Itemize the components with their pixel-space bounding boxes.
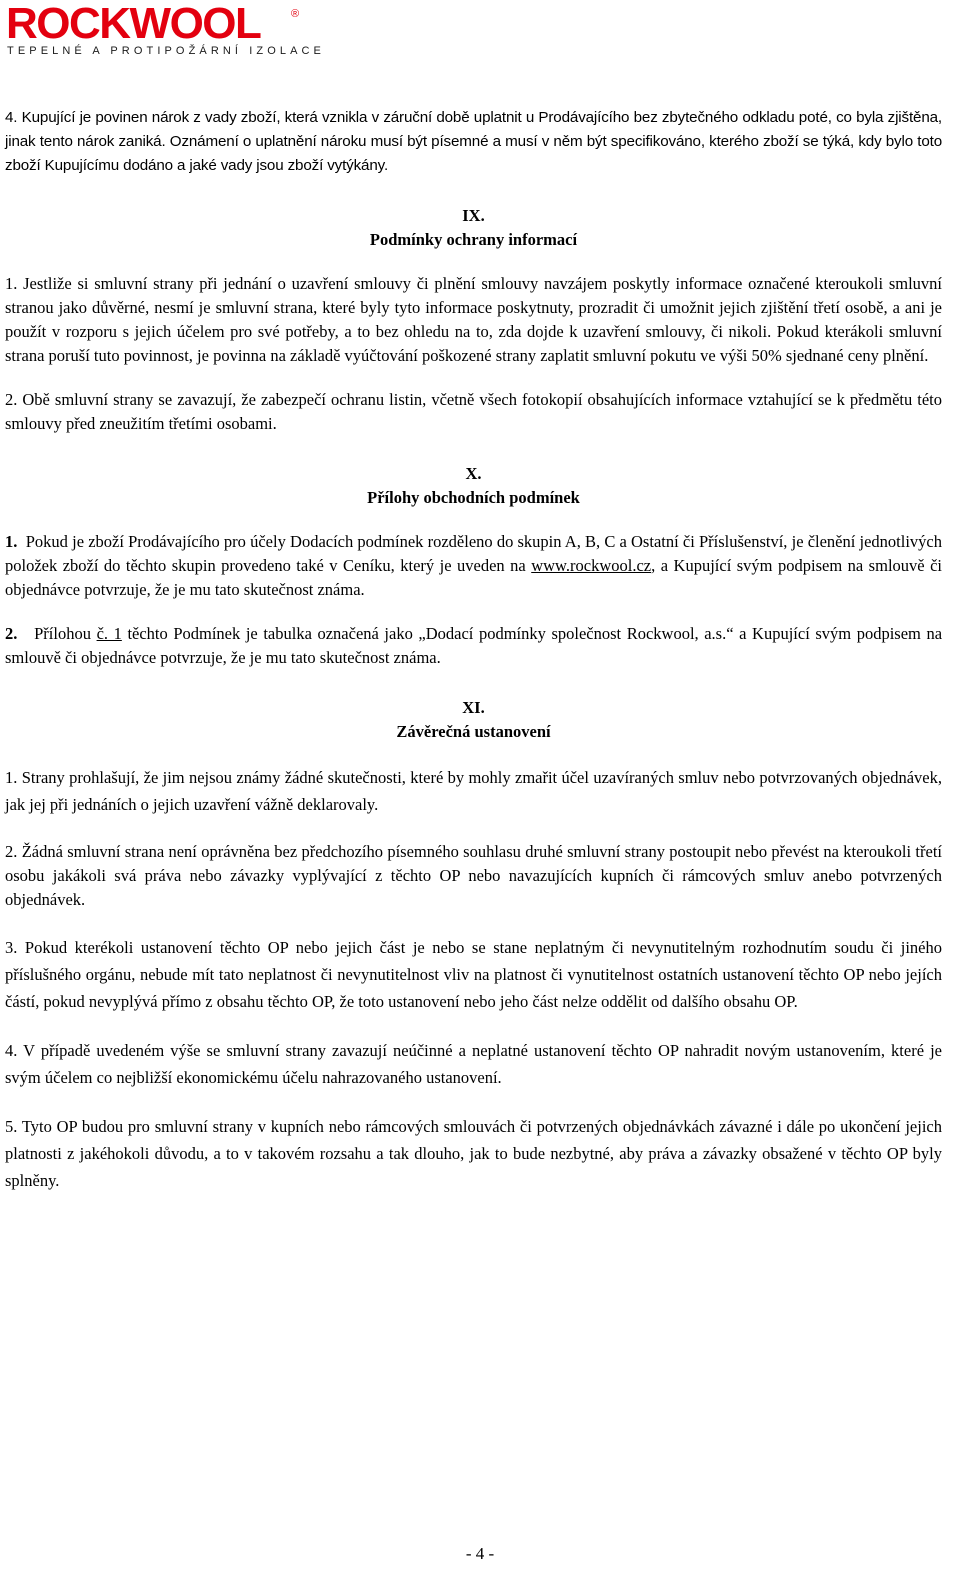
section9-paragraph-1: 1. Jestliže si smluvní strany při jednání o uzavření smlouvy či plnění smlouvy navzájem poskytly informace označené kteroukoli smluvní stranou jako důvěrné, nesmí je smluvní strana, které byly tyto informace poskytnuty, prozradit či umožnit jejich zjištění třetí osobě, a ani je použít v rozporu s jejich účelem pro své potřeby, a to bez ohledu na to, zda dojde k uzavření smlouvy, či nikoli. Pokud kterákoli smluvní strana poruší tuto povinnost, je povinna na základě vyúčtování poškozené strany zaplatit smluvní pokutu ve výši 50% sjednané ceny plnění. [5, 274, 942, 365]
section11-paragraph-2: 2. Žádná smluvní strana není oprávněna bez předchozího písemného souhlasu druhé smluvní strany postoupit nebo převést na kteroukoli třetí osobu jakákoli svá práva nebo závazky vyplývající z těchto OP nebo navazujících kupních či rámcových smluv anebo potvrzených objednávek. [5, 842, 942, 909]
section11-number: XI. [462, 698, 485, 717]
section10-title: Přílohy obchodních podmínek [367, 488, 580, 507]
logo-registered-mark: ® [291, 8, 300, 20]
section10-number: X. [465, 464, 482, 483]
section11-paragraph-1: 1. Strany prohlašují, že jim nejsou známy žádné skutečnosti, které by mohly zmařit účel uzavíraných smluv nebo potvrzovaných objednávek, jak jej při jednáních o jejich uzavření vážně deklarovaly. [5, 768, 942, 814]
section10-p2-after: těchto Podmínek je tabulka označená jako „Dodací podmínky společnost Rockwool, a.s.“ a Kupující svým podpisem na smlouvě či objednávce potvrzuje, že je mu tato skutečnost známa. [5, 624, 943, 667]
section10-p2-pre: Přílohou [34, 624, 91, 643]
page-number: - 4 - [465, 1544, 495, 1563]
section9-paragraph-2: 2. Obě smluvní strany se zavazují, že zabezpečí ochranu listin, včetně všech fotokopií obsahujících informace vztahující se k předmětu této smlouvy před zneužitím třetími osobami. [5, 390, 942, 433]
section11-paragraph-5: 5. Tyto OP budou pro smluvní strany v kupních nebo rámcových smlouvách či potvrzených objednávkách závazné i dále po ukončení jejich platnosti z jakéhokoli důvodu, a to v takovém rozsahu a tak dlouho, jak to bude nezbytné, aby práva a závazky obsažené v těchto OP byly splněny. [5, 1117, 942, 1190]
section11-paragraph-3: 3. Pokud kterékoli ustanovení těchto OP nebo jejich část je nebo se stane neplatným či nevynutitelným rozhodnutím soudu či jiného příslušného orgánu, nebude mít tato neplatnost či nevynutitelnost vliv na platnost či vynutitelnost ostatních ustanovení těchto OP nebo jejích částí, pokud nevyplývá přímo z obsahu těchto OP, že toto ustanovení nebo jeho část nelze oddělit od dalšího obsahu OP. [5, 938, 942, 1011]
rockwool-website-link[interactable]: www.rockwool.cz [531, 556, 652, 575]
section9-title: Podmínky ochrany informací [369, 230, 578, 249]
section10-p1-after: , a Kupující svým podpisem na smlouvě či objednávce potvrzuje, že je mu tato skutečnost známa. [5, 556, 942, 599]
section11-paragraph-4: 4. V případě uvedeném výše se smluvní strany zavazují neúčinné a neplatné ustanovení těchto OP nahradit novým ustanovením, které je svým účelem co nejbližší ekonomickému účelu nahrazovaného ustanovení. [5, 1041, 942, 1087]
section8-item4: 4. Kupující je povinen nárok z vady zboží, která vznikla v záruční době uplatnit u Prodávajícího bez zbytečného odkladu poté, co byla zjištěna, jinak tento nárok zaniká. Oznámení o uplatnění nároku musí být písemné a musí v něm být specifikováno, kterého zboží se týká, kdy bylo toto zboží Kupujícímu dodáno a jaké vady jsou zboží vytýkány. [5, 109, 942, 174]
section10-paragraph-1 [5, 530, 942, 602]
section10-p1-text: Pokud je zboží Prodávajícího pro účely Dodacích podmínek rozděleno do skupin A, B, C a Ostatní či Příslušenství, je členění jednotlivých položek zboží do těchto skupin provedeno také v Ceníku, který je uveden na [5, 532, 942, 575]
document-body [5, 106, 942, 1194]
section11-title: Závěrečná ustanovení [396, 722, 551, 741]
appendix-reference: č. 1 [96, 624, 122, 643]
logo-wordmark: ROCKWOOL [6, 0, 261, 48]
rockwool-logo [6, 0, 325, 57]
section10-paragraph-2 [5, 622, 942, 670]
section10-p2-number: 2. [5, 624, 18, 643]
section9-number: IX. [462, 206, 485, 225]
section10-p1-number: 1. [5, 532, 18, 551]
logo-tagline: TEPELNÉ A PROTIPOŽÁRNÍ IZOLACE [7, 45, 325, 57]
